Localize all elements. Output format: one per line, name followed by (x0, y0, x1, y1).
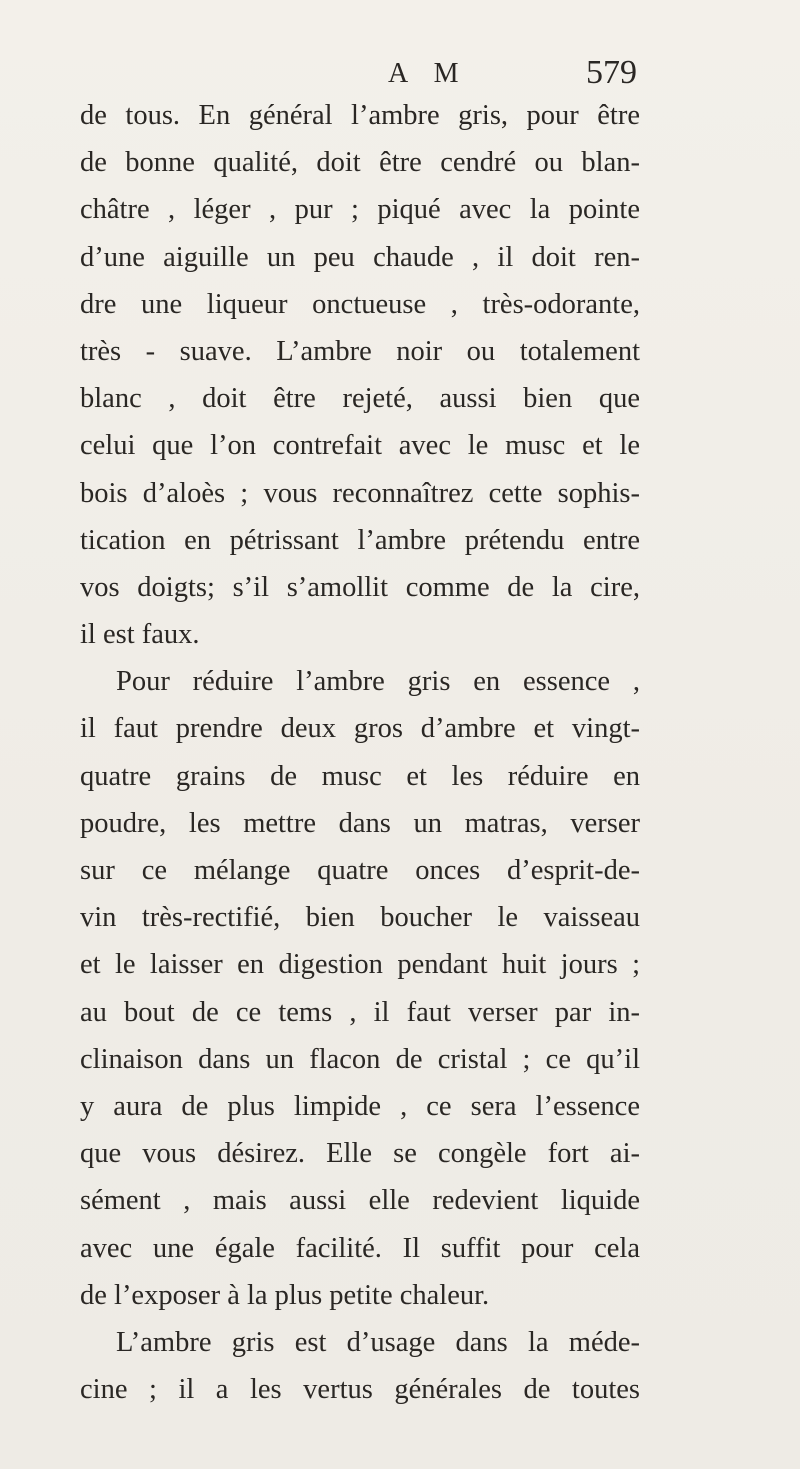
text-line: très - suave. L’ambre noir ou totalement (80, 335, 640, 367)
text-line: de l’exposer à la plus petite chaleur. (80, 1279, 490, 1311)
text-line: vos doigts; s’il s’amollit comme de la cire, (80, 571, 640, 603)
page-header (0, 50, 800, 90)
text-line: blanc , doit être rejeté, aussi bien que (80, 383, 640, 415)
text-line: sur ce mélange quatre onces d’esprit-de- (80, 855, 640, 886)
text-line: au bout de ce tems , il faut verser par in- (80, 996, 640, 1028)
text-line: clinaison dans un flacon de cristal ; ce qu’il (80, 1043, 640, 1075)
body-text (80, 92, 640, 1413)
text-line: il est faux. (80, 619, 200, 651)
page-number: 579 (586, 54, 637, 91)
text-line: il faut prendre deux gros d’ambre et vingt- (80, 713, 640, 745)
text-line: que vous désirez. Elle se congèle fort ai- (80, 1138, 640, 1170)
text-line: avec une égale facilité. Il suffit pour cela (80, 1232, 640, 1264)
text-line: y aura de plus limpide , ce sera l’essence (80, 1090, 640, 1122)
text-line: sément , mais aussi elle redevient liquide (80, 1185, 640, 1217)
text-line: bois d’aloès ; vous reconnaîtrez cette sophis- (80, 477, 640, 509)
text-line: et le laisser en digestion pendant huit jours ; (80, 949, 640, 981)
text-line: d’une aiguille un peu chaude , il doit ren- (80, 241, 640, 273)
text-line: de bonne qualité, doit être cendré ou blan- (80, 147, 640, 179)
text-line: vin très-rectifié, bien boucher le vaisseau (80, 902, 640, 934)
text-line: tication en pétrissant l’ambre prétendu entre (80, 524, 640, 556)
text-line: poudre, les mettre dans un matras, verser (80, 807, 640, 839)
text-line: dre une liqueur onctueuse , très-odorante, (80, 288, 640, 320)
running-head: A M (388, 58, 469, 89)
text-line: Pour réduire l’ambre gris en essence , (116, 666, 640, 698)
text-line: celui que l’on contrefait avec le musc et le (80, 430, 640, 462)
text-line: châtre , léger , pur ; piqué avec la pointe (80, 194, 640, 226)
text-line: cine ; il a les vertus générales de toutes (80, 1374, 640, 1406)
text-line: quatre grains de musc et les réduire en (80, 760, 640, 792)
text-line: L’ambre gris est d’usage dans la méde- (116, 1326, 640, 1358)
text-line: de tous. En général l’ambre gris, pour être (80, 100, 640, 131)
